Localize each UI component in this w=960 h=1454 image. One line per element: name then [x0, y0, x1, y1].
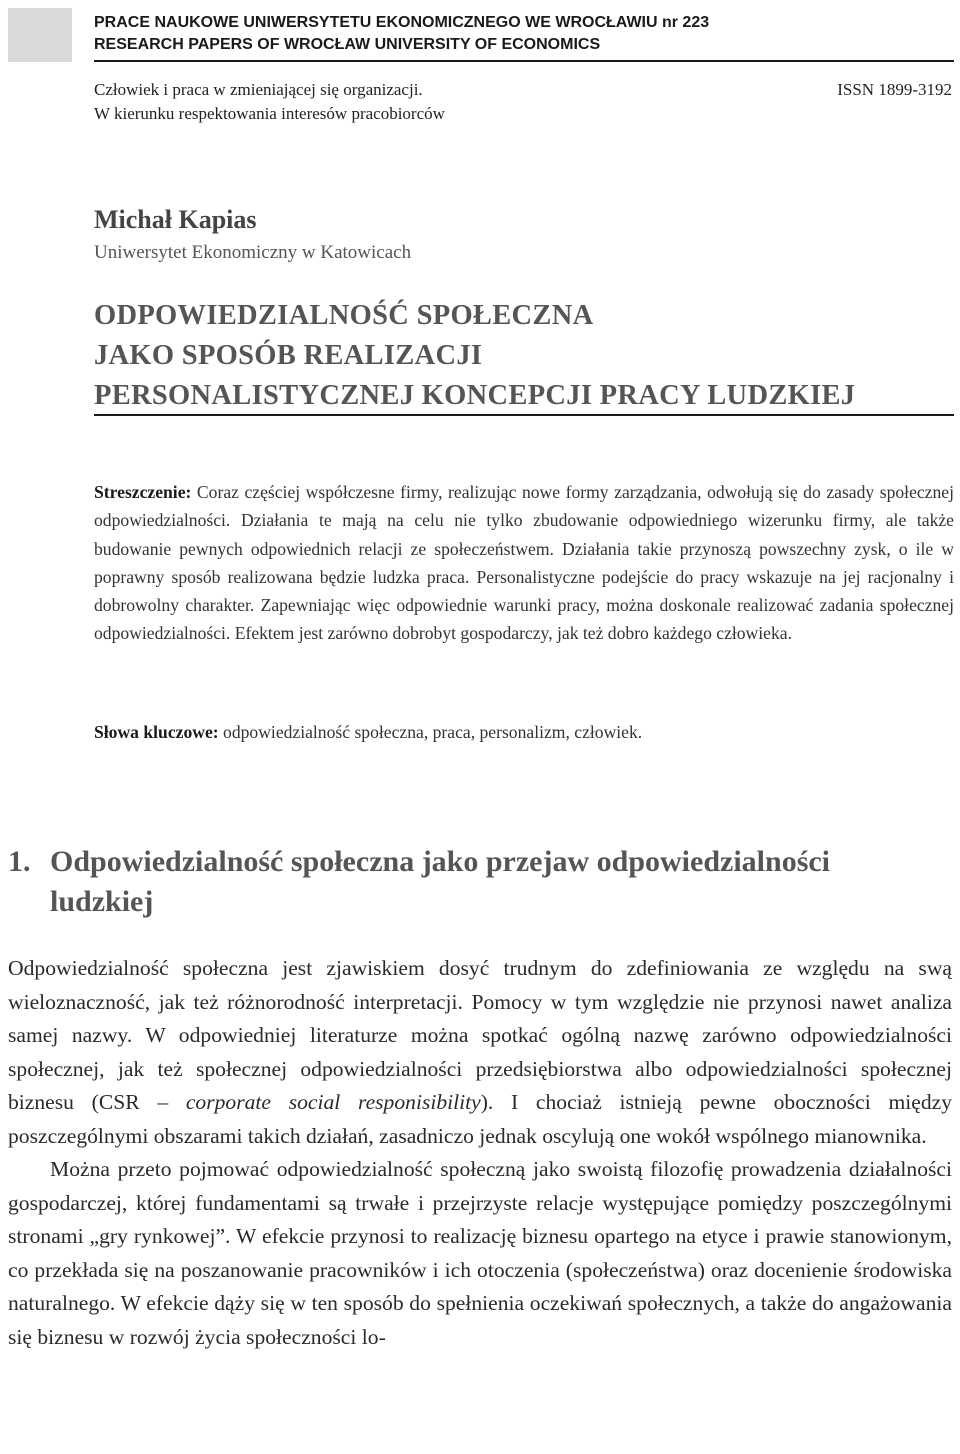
- journal-header-line-1: PRACE NAUKOWE UNIWERSYTETU EKONOMICZNEGO WE WROCŁAWIU nr 223: [94, 14, 710, 31]
- section-title-line-1: Odpowiedzialność społeczna jako przejaw odpowiedzialności: [50, 845, 831, 878]
- keywords: [94, 718, 954, 746]
- journal-header-line-2: RESEARCH PAPERS OF WROCŁAW UNIVERSITY OF ECONOMICS: [94, 36, 601, 53]
- issn: ISSN 1899-3192: [837, 80, 952, 99]
- paragraph-1-text-a: Odpowiedzialność społeczna jest zjawiskiem dosyć trudnym do zdefiniowania ze względu na swą wieloznaczność, jak też różnorodność interpretacji. Pomocy w tym względzie nie przynosi nawet analiza samej nazwy. W odpowiedniej literaturze można spotkać ogólną nazwę zarówno odpowiedzialności społecznej, jak też społecznej odpowiedzialności przedsiębiorstwa albo odpowiedzialności społecznej biznesu (CSR –: [8, 956, 952, 1114]
- paragraph-1: [8, 952, 952, 1153]
- series-title: [94, 78, 445, 126]
- abstract-label: Streszczenie:: [94, 482, 192, 502]
- paragraph-2: Można przeto pojmować odpowiedzialność społeczną jako swoistą filozofię prowadzenia działalności gospodarczej, której fundamentami są trwałe i przejrzyste relacje występujące pomiędzy poszczególnymi stronami „gry rynkowej”. W efekcie przynosi to realizację biznesu opartego na etyce i prawie stanowionym, co przekłada się na poszanowanie pracowników i ich otoczenia (społeczeństwa) oraz docenienie środowiska naturalnego. W efekcie dąży się w ten sposób do spełnienia oczekiwań społecznych, a także do angażowania się biznesu w rozwój życia społeczności lo-: [8, 1157, 952, 1349]
- section-title-line-2: ludzkiej: [50, 885, 154, 918]
- body-text: [8, 952, 952, 1354]
- article-title-line-1: ODPOWIEDZIALNOŚĆ SPOŁECZNA: [94, 300, 594, 331]
- abstract-text: Coraz częściej współczesne firmy, realizując nowe formy zarządzania, odwołują się do zasady społecznej odpowiedzialności. Działania te mają na celu nie tylko zbudowanie odpowiedniego wizerunku firmy, ale także budowanie pewnych odpowiednich relacji ze społeczeństwem. Działania takie przynoszą powszechny zysk, o ile w poprawny sposób realizowana będzie ludzka praca. Personalistyczne podejście do pracy wskazuje na jej racjonalny i dobrowolny charakter. Zapewniając więc odpowiednie warunki pracy, można doskonale realizować zadania społecznej odpowiedzialności. Efektem jest zarówno dobrobyt gospodarczy, jak też dobro każdego człowieka.: [94, 482, 954, 644]
- section-number: 1.: [8, 845, 31, 878]
- author-affiliation: Uniwersytet Ekonomiczny w Katowicach: [94, 242, 412, 263]
- title-rule: [94, 414, 954, 416]
- header-rule: [94, 60, 954, 62]
- paragraph-1-italic: corporate social responisibility: [185, 1090, 481, 1114]
- article-title-line-2: JAKO SPOSÓB REALIZACJI: [94, 340, 483, 371]
- article-title: [94, 296, 960, 416]
- header-gray-block: [8, 8, 72, 62]
- journal-header: [94, 12, 709, 56]
- section-heading: [8, 842, 948, 922]
- keywords-text: odpowiedzialność społeczna, praca, personalizm, człowiek.: [223, 722, 643, 742]
- abstract: [94, 478, 954, 648]
- article-title-line-3: PERSONALISTYCZNEJ KONCEPCJI PRACY LUDZKIEJ: [94, 380, 856, 411]
- series-title-line-1: Człowiek i praca w zmieniającej się organizacji.: [94, 80, 423, 99]
- series-title-line-2: W kierunku respektowania interesów pracobiorców: [94, 104, 445, 123]
- keywords-label: Słowa kluczowe:: [94, 722, 219, 742]
- paragraph-1-text-b: ). I chociaż istnieją pewne oboczności między poszczególnymi obszarami takich działań, zasadniczo jednak oscylują one wokół wspólnego mianownika.: [8, 1090, 952, 1148]
- author-name: Michał Kapias: [94, 205, 257, 234]
